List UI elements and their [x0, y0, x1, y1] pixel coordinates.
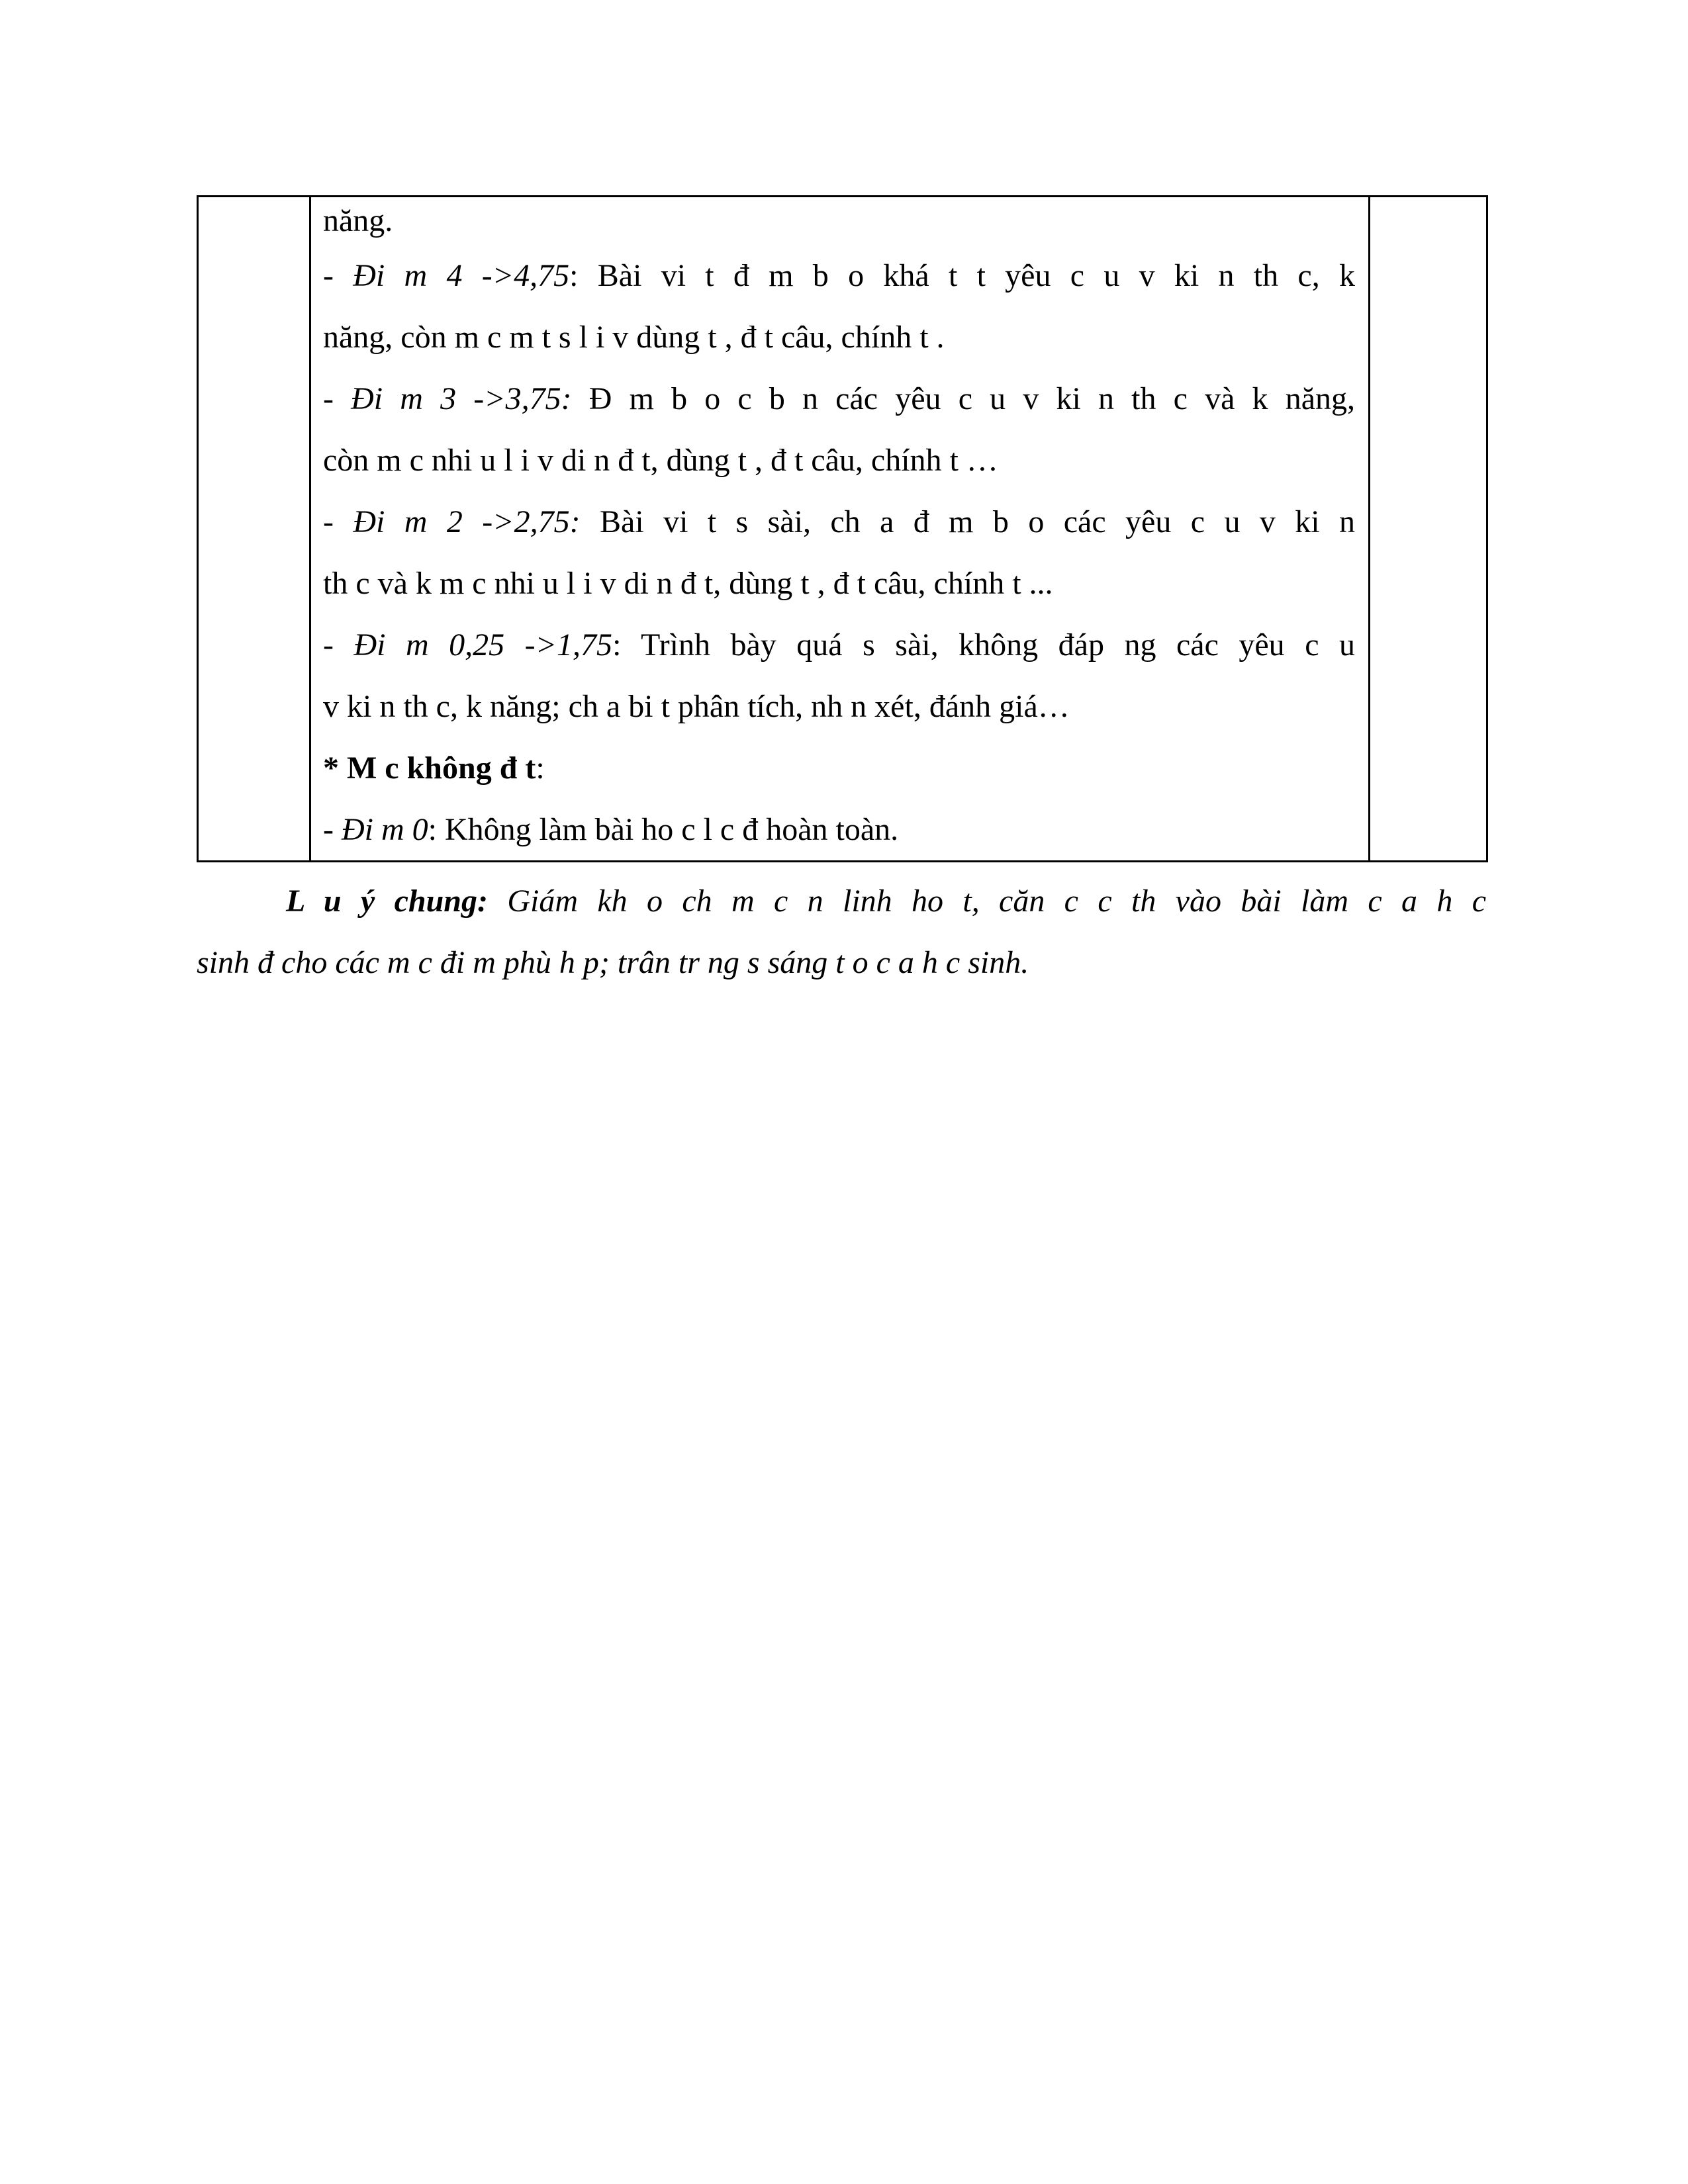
criteria-line	[323, 430, 1355, 491]
line-text: Đ m b o c b n các yêu c u v ki n th c và k năng,	[571, 381, 1355, 416]
score-range: Đi m 0	[341, 812, 428, 847]
criteria-line	[323, 491, 1355, 553]
line-text: Bài vi t s sài, ch a đ m b o các yêu c u v ki n	[580, 504, 1355, 539]
criteria-line	[323, 799, 1355, 860]
criteria-line	[323, 245, 1355, 306]
score-range: Đi m 0,25 ->1,75	[353, 627, 613, 662]
note-text: Giám kh o ch m c n linh ho t, căn c c th vào bài làm c a h c	[487, 884, 1487, 919]
note-line	[197, 932, 1486, 993]
criteria-line	[323, 197, 1355, 245]
line-text: : Bài vi t đ m b o khá t t yêu c u v ki n th c, k	[569, 258, 1355, 293]
criteria-text	[311, 197, 1368, 860]
table-cell-left	[198, 197, 310, 862]
table-cell-content	[310, 197, 1370, 862]
note-line	[197, 870, 1486, 932]
line-prefix: -	[323, 627, 354, 662]
grading-table	[197, 195, 1488, 862]
score-range: Đi m 2 ->2,75:	[353, 504, 581, 539]
line-text: v ki n th c, k năng; ch a bi t phân tích, nh n xét, đánh giá…	[323, 689, 1070, 724]
criteria-line	[323, 553, 1355, 614]
line-prefix: -	[323, 258, 353, 293]
criteria-line	[323, 368, 1355, 430]
line-text: : Không làm bài ho c l c đ hoàn toàn.	[428, 812, 899, 847]
criteria-line	[323, 676, 1355, 737]
note-text: sinh đ cho các m c đi m phù h p; trân tr ng s sáng t o c a h c sinh.	[197, 945, 1029, 980]
line-text: : Trình bày quá s sài, không đáp ng các yêu c u	[612, 627, 1356, 662]
line-text: năng, còn m c m t s l i v dùng t , đ t câu, chính t .	[323, 320, 945, 355]
criteria-line	[323, 306, 1355, 368]
table-cell-right	[1370, 197, 1487, 862]
score-range: Đi m 3 ->3,75:	[351, 381, 572, 416]
table-row	[198, 197, 1487, 862]
line-prefix: -	[323, 504, 353, 539]
heading-colon: :	[536, 751, 545, 786]
line-text: còn m c nhi u l i v di n đ t, dùng t , đ t câu, chính t …	[323, 443, 998, 478]
line-prefix: -	[323, 812, 342, 847]
general-note	[197, 870, 1486, 993]
section-heading	[323, 737, 1355, 799]
line-text: năng.	[323, 203, 393, 238]
line-prefix: -	[323, 381, 352, 416]
line-text: th c và k m c nhi u l i v di n đ t, dùng t , đ t câu, chính t ...	[323, 566, 1053, 601]
criteria-line	[323, 614, 1355, 676]
score-range: Đi m 4 ->4,75	[353, 258, 570, 293]
heading-bold: * M c không đ t	[323, 751, 536, 786]
note-label: L u ý chung:	[286, 884, 488, 919]
